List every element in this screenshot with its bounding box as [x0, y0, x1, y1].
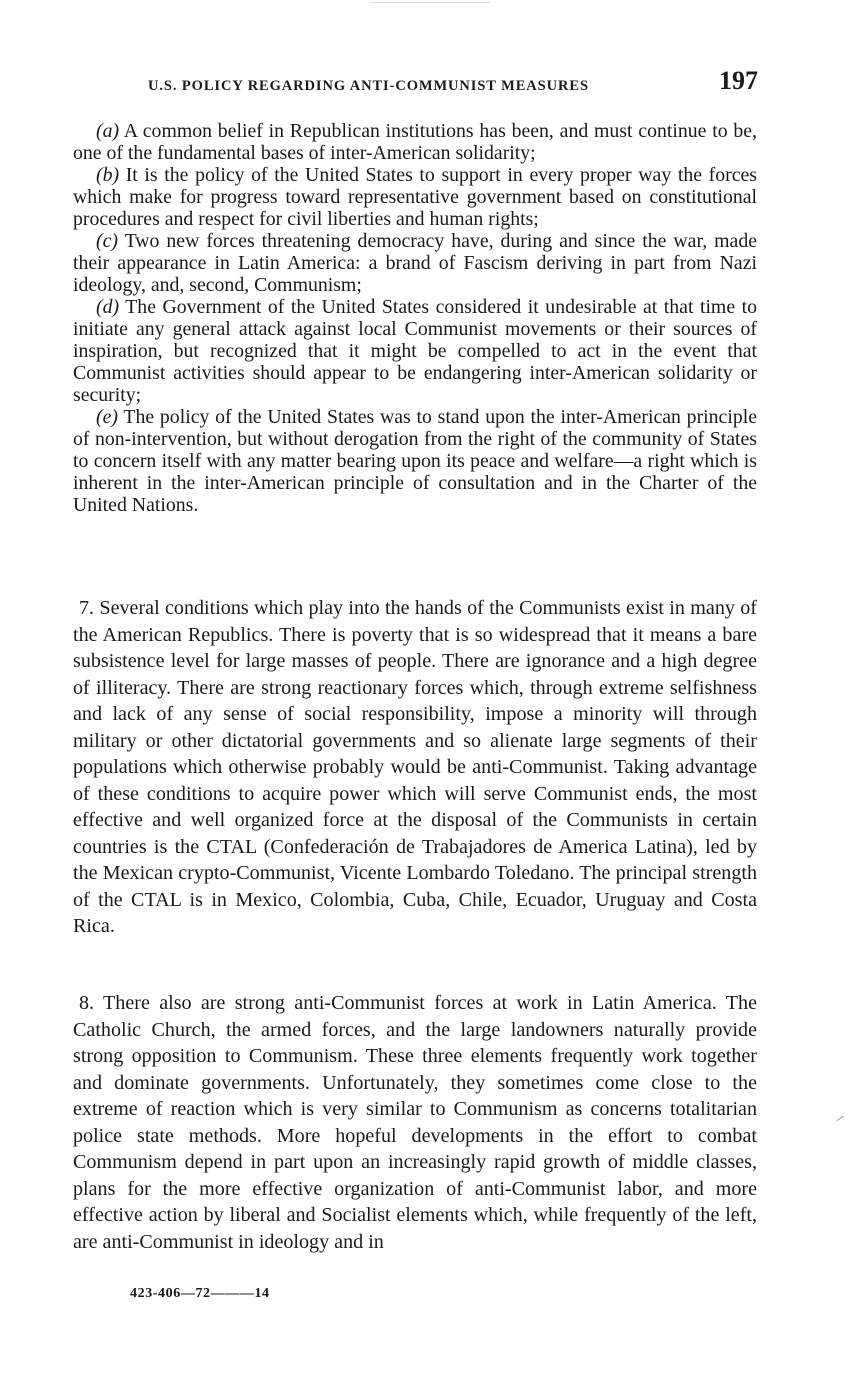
- print-code: 423-406—72———14: [130, 1286, 270, 1301]
- finding-text: It is the policy of the United States to support in every proper way the forces which make for progress toward representative government based on constitutional procedures and respect for civil liberties and human rights;: [73, 164, 757, 230]
- finding-a: [73, 120, 757, 164]
- finding-label: (d): [96, 296, 120, 318]
- paragraph-8: [73, 990, 757, 1255]
- finding-d: [73, 296, 757, 406]
- finding-label: (b): [96, 164, 120, 186]
- page-number: 197: [719, 66, 758, 95]
- finding-text: The Government of the United States considered it undesirable at that time to initiate any general attack against local Communist movements or their sources of inspiration, but recognized that it might be compelled to act in the event that Communist activities should appear to be endangering inter-American solidarity or security;: [73, 296, 757, 406]
- paragraph-8-text: 8. There also are strong anti-Communist forces at work in Latin America. The Catholic Church, the armed forces, and the large landowners naturally provide strong opposition to Communism. These three elements frequently work together and dominate governments. Unfortunately, they sometimes come close to the extreme of reaction which is very similar to Communism as concerns totalitarian police state methods. More hopeful developments in the effort to combat Communism depend in part upon an increasingly rapid growth of middle classes, plans for the more effective organization of anti-Communist labor, and more effective action by liberal and Socialist elements which, while frequently of the left, are anti-Communist in ideology and in: [73, 992, 757, 1253]
- finding-text: The policy of the United States was to stand upon the inter-American principle of non-intervention, but without derogation from the right of the community of States to concern itself with any matter bearing upon its peace and welfare—a right which is inherent in the inter-American principle of consultation and in the Charter of the United Nations.: [73, 406, 757, 516]
- finding-c: [73, 230, 757, 296]
- findings-list: [73, 120, 757, 516]
- running-head: U.S. POLICY REGARDING ANTI-COMMUNIST MEASURES: [148, 78, 589, 94]
- finding-e: [73, 406, 757, 516]
- margin-mark: [836, 1116, 843, 1121]
- finding-label: (e): [96, 406, 118, 428]
- top-rule: [370, 2, 490, 3]
- page-header: [148, 66, 758, 106]
- finding-text: A common belief in Republican institutions has been, and must continue to be, one of the fundamental bases of inter-American solidarity;: [73, 120, 757, 164]
- finding-label: (a): [96, 120, 120, 142]
- finding-label: (c): [96, 230, 118, 252]
- paragraph-7: [73, 595, 757, 940]
- finding-text: Two new forces threatening democracy have, during and since the war, made their appearance in Latin America: a brand of Fascism deriving in part from Nazi ideology, and, second, Communism;: [73, 230, 757, 296]
- finding-b: [73, 164, 757, 230]
- paragraph-7-text: 7. Several conditions which play into the hands of the Communists exist in many of the American Republics. There is poverty that is so widespread that it means a bare subsistence level for large masses of people. There are ignorance and a high degree of illiteracy. There are strong reactionary forces which, through extreme selfishness and lack of any sense of social responsibility, impose a minority will through military or other dictatorial governments and so alienate large segments of their populations which otherwise probably would be anti-Communist. Taking advantage of these conditions to acquire power which will serve Communist ends, the most effective and well organized force at the disposal of the Communists in certain countries is the CTAL (Confederación de Trabajadores de America Latina), led by the Mexican crypto-Communist, Vicente Lombardo Toledano. The principal strength of the CTAL is in Mexico, Colombia, Cuba, Chile, Ecuador, Uruguay and Costa Rica.: [73, 597, 757, 937]
